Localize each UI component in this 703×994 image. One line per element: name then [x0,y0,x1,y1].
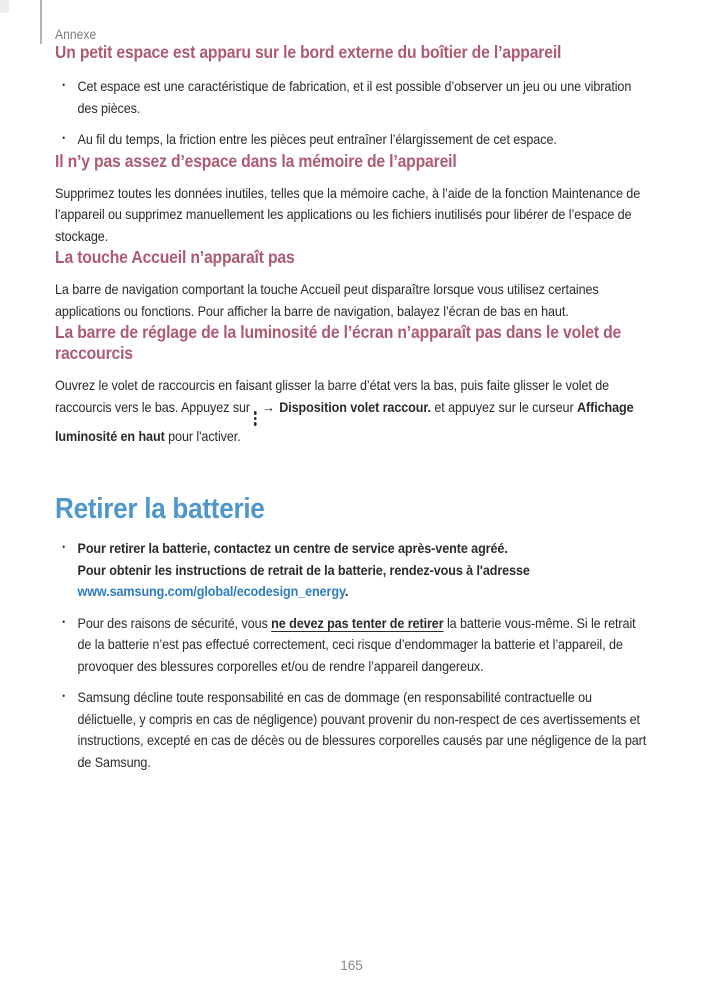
section-4-body [55,375,648,447]
bullet-icon: • [62,616,65,627]
section-3-body: La barre de navigation comportant la touche Accueil peut disparaître lorsque vous utilisez certaines applications ou fonctions. Pour afficher la barre de navigation, balayez l’écran de bas en haut. [55,281,599,319]
bullet-icon: • [62,133,65,143]
body-text-segment: la batterie vous-même. Si le retrait de la batterie n’est pas effectué correctement, ceci risque d’endommager la batterie et l’appareil, de provoquer des blessures corporelles et/ou de rendre l’appareil dangereux. [77,614,636,674]
page-corner-mark [0,0,9,13]
list-item-text: Cet espace est une caractéristique de fabrication, et il est possible d’observer un jeu ou une vibration des pièces. [77,78,632,116]
arrow-glyph: → [262,398,275,415]
list-item [55,538,648,603]
battery-bullet1-line1: Pour retirer la batterie, contactez un centre de service après-vente agréé. [77,540,508,556]
list-item [55,613,648,678]
list-item [55,129,648,151]
toggle-label: Affichage luminosité en haut [55,398,634,444]
battery-section-title: Retirer la batterie [55,493,265,525]
battery-bullet1-line2: Pour obtenir les instructions de retrait de la batterie, rendez-vous à l'adresse [77,561,530,578]
body-text-segment: Ouvrez le volet de raccourcis en faisant glisser la barre d’état vers la bas, puis faite glisser le volet de raccourcis vers le bas. Appuyez sur [55,377,610,415]
body-text-segment: et appuyez sur le curseur [430,398,577,415]
ecodesign-link[interactable]: www.samsung.com/global/ecodesign_energy [77,583,345,599]
list-item [55,687,648,773]
section-3-title: La touche Accueil n’apparaît pas [55,247,295,267]
bullet-icon: • [62,542,65,552]
body-text-segment: pour l'activer. [164,427,241,444]
link-suffix: . [344,583,349,599]
bullet-icon: • [62,691,65,701]
list-item [55,76,648,119]
section-1-list [55,76,648,151]
more-options-icon [254,411,257,426]
menu-item-label: Disposition volet raccour. [279,398,431,415]
battery-list [55,538,648,773]
bullet-icon: • [62,80,65,90]
breadcrumb: Annexe [55,27,97,42]
header-rule [40,0,42,44]
section-1-title: Un petit espace est apparu sur le bord externe du boîtier de l’appareil [55,42,562,62]
body-text-segment: Pour des raisons de sécurité, vous [77,614,272,631]
list-item-text: Au fil du temps, la friction entre les pièces peut entraîner l’élargissement de cet espace. [77,131,557,147]
section-2-title: Il n’y pas assez d’espace dans la mémoire de l’appareil [55,150,457,171]
warning-emphasis: ne devez pas tenter de retirer [271,614,444,631]
section-2-body: Supprimez toutes les données inutiles, telles que la mémoire cache, à l’aide de la fonction Maintenance de l’appareil ou supprimez manuellement les applications ou les fichiers inutilisés pour libérer de l’espace de stockage. [55,184,641,244]
page-number: 165 [340,958,363,973]
list-item-text: Samsung décline toute responsabilité en cas de dommage (en responsabilité contractuelle ou délictuelle, y compris en cas de négligence) pouvant provenir du non-respect de ces avertissements et instructions, excepté en cas de décès ou de blessures corporelles causés par une négligence de la part de Samsung. [77,689,647,770]
section-4-title: La barre de réglage de la luminosité de l’écran n’apparaît pas dans le volet de raccourcis [55,322,622,363]
page-content [55,0,648,773]
